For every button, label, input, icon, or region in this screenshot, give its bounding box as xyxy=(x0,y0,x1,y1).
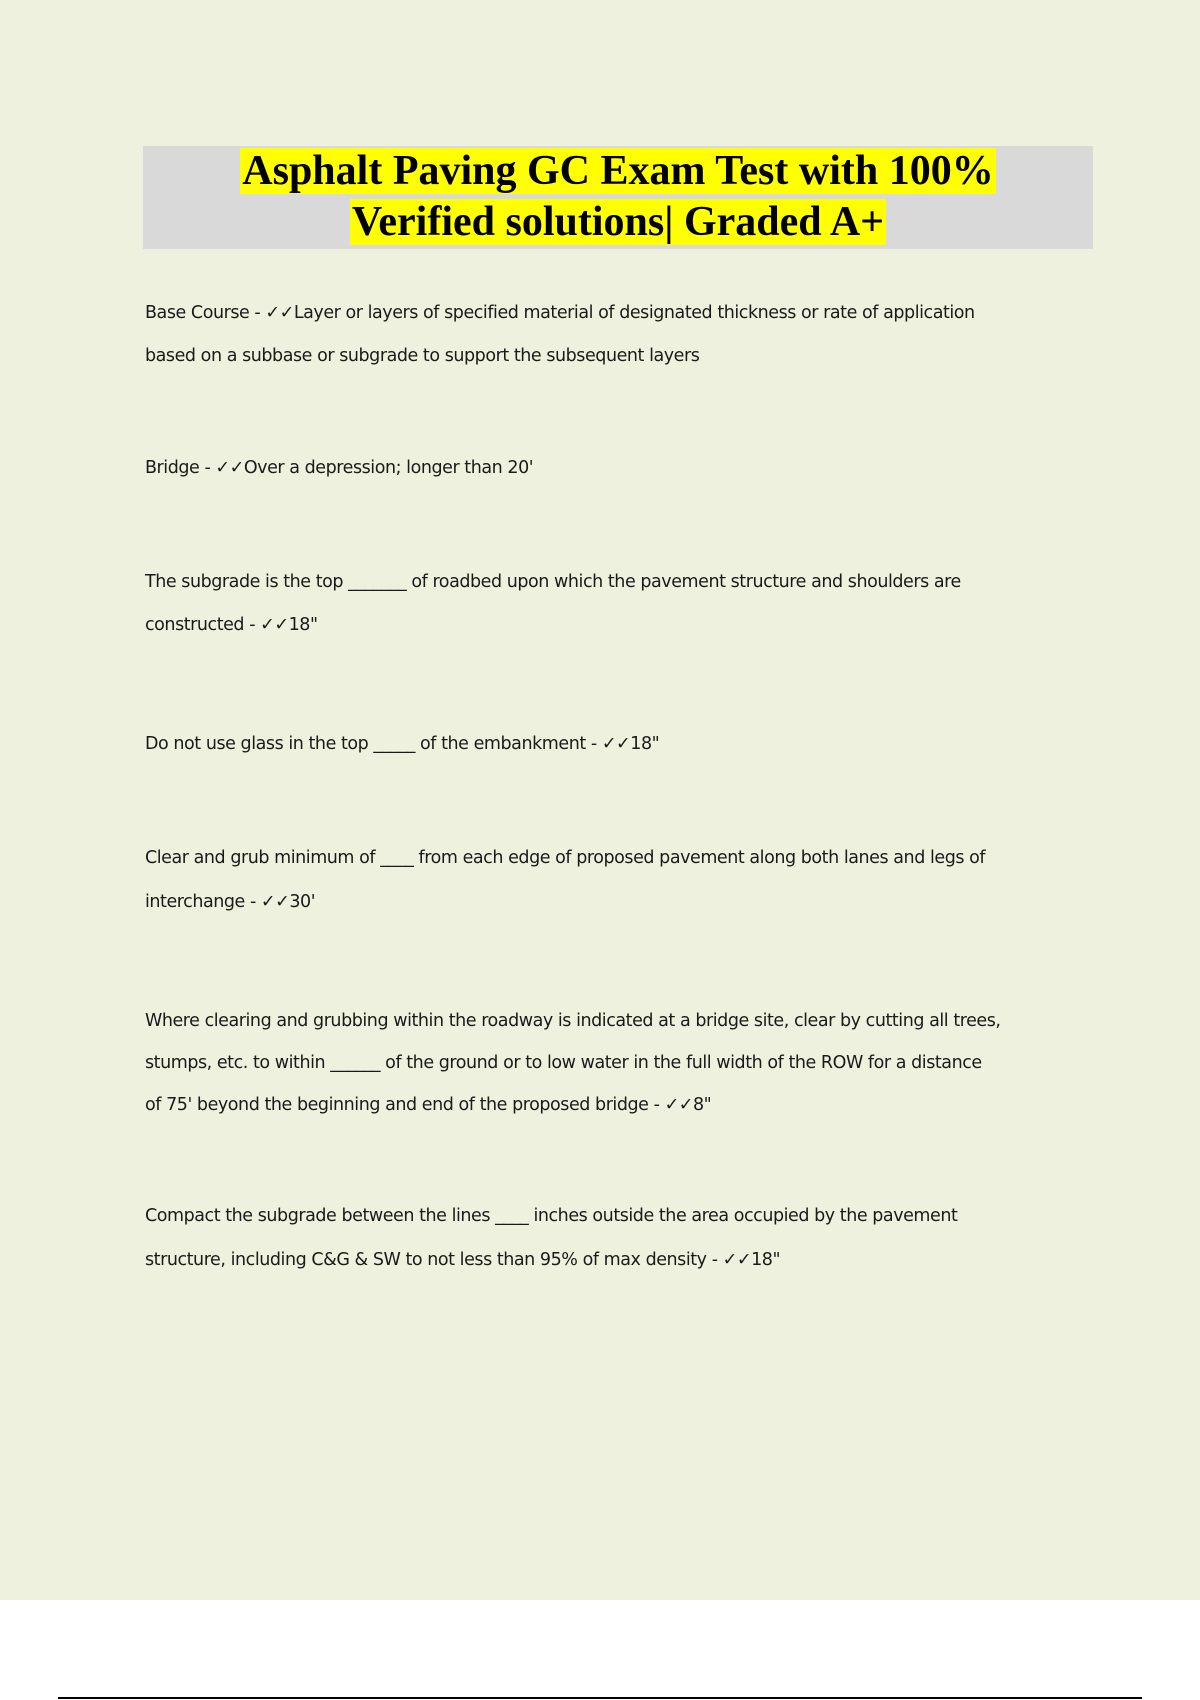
qa-line: Do not use glass in the top _____ of the embankment - ✓✓18" xyxy=(145,734,660,754)
qa-line: Base Course - ✓✓Layer or layers of specified material of designated thickness or rate of application xyxy=(145,303,975,323)
title-highlight-2: Verified solutions| Graded A+ xyxy=(351,199,885,245)
title-line-1 xyxy=(143,146,1093,197)
qa-item-glass-embankment xyxy=(145,728,1085,760)
qa-line: based on a subbase or subgrade to support the subsequent layers xyxy=(145,346,700,366)
title-highlight-1: Asphalt Paving GC Exam Test with 100% xyxy=(242,148,994,194)
document-title xyxy=(143,146,1093,249)
qa-line: interchange - ✓✓30' xyxy=(145,892,316,912)
qa-line: constructed - ✓✓18" xyxy=(145,615,318,635)
page-divider xyxy=(58,1697,1142,1699)
qa-line: Compact the subgrade between the lines ____ inches outside the area occupied by the pavement xyxy=(145,1206,958,1226)
title-line-2 xyxy=(143,197,1093,248)
qa-item-bridge-site-clearing xyxy=(145,1000,1085,1126)
qa-line: The subgrade is the top _______ of roadbed upon which the pavement structure and shoulders are xyxy=(145,572,961,592)
qa-item-base-course xyxy=(145,292,1085,378)
qa-item-compact-subgrade xyxy=(145,1194,1085,1282)
qa-item-bridge xyxy=(145,452,1085,484)
qa-item-subgrade-top xyxy=(145,561,1085,647)
qa-line: stumps, etc. to within ______ of the ground or to low water in the full width of the ROW for a distance xyxy=(145,1053,982,1073)
qa-line: Where clearing and grubbing within the roadway is indicated at a bridge site, clear by cutting all trees, xyxy=(145,1011,1001,1031)
qa-line: structure, including C&G & SW to not less than 95% of max density - ✓✓18" xyxy=(145,1250,781,1270)
qa-line: Clear and grub minimum of ____ from each edge of proposed pavement along both lanes and legs of xyxy=(145,848,986,868)
qa-item-clear-and-grub xyxy=(145,836,1085,924)
qa-line: of 75' beyond the beginning and end of the proposed bridge - ✓✓8" xyxy=(145,1095,712,1115)
qa-line: Bridge - ✓✓Over a depression; longer than 20' xyxy=(145,458,534,478)
